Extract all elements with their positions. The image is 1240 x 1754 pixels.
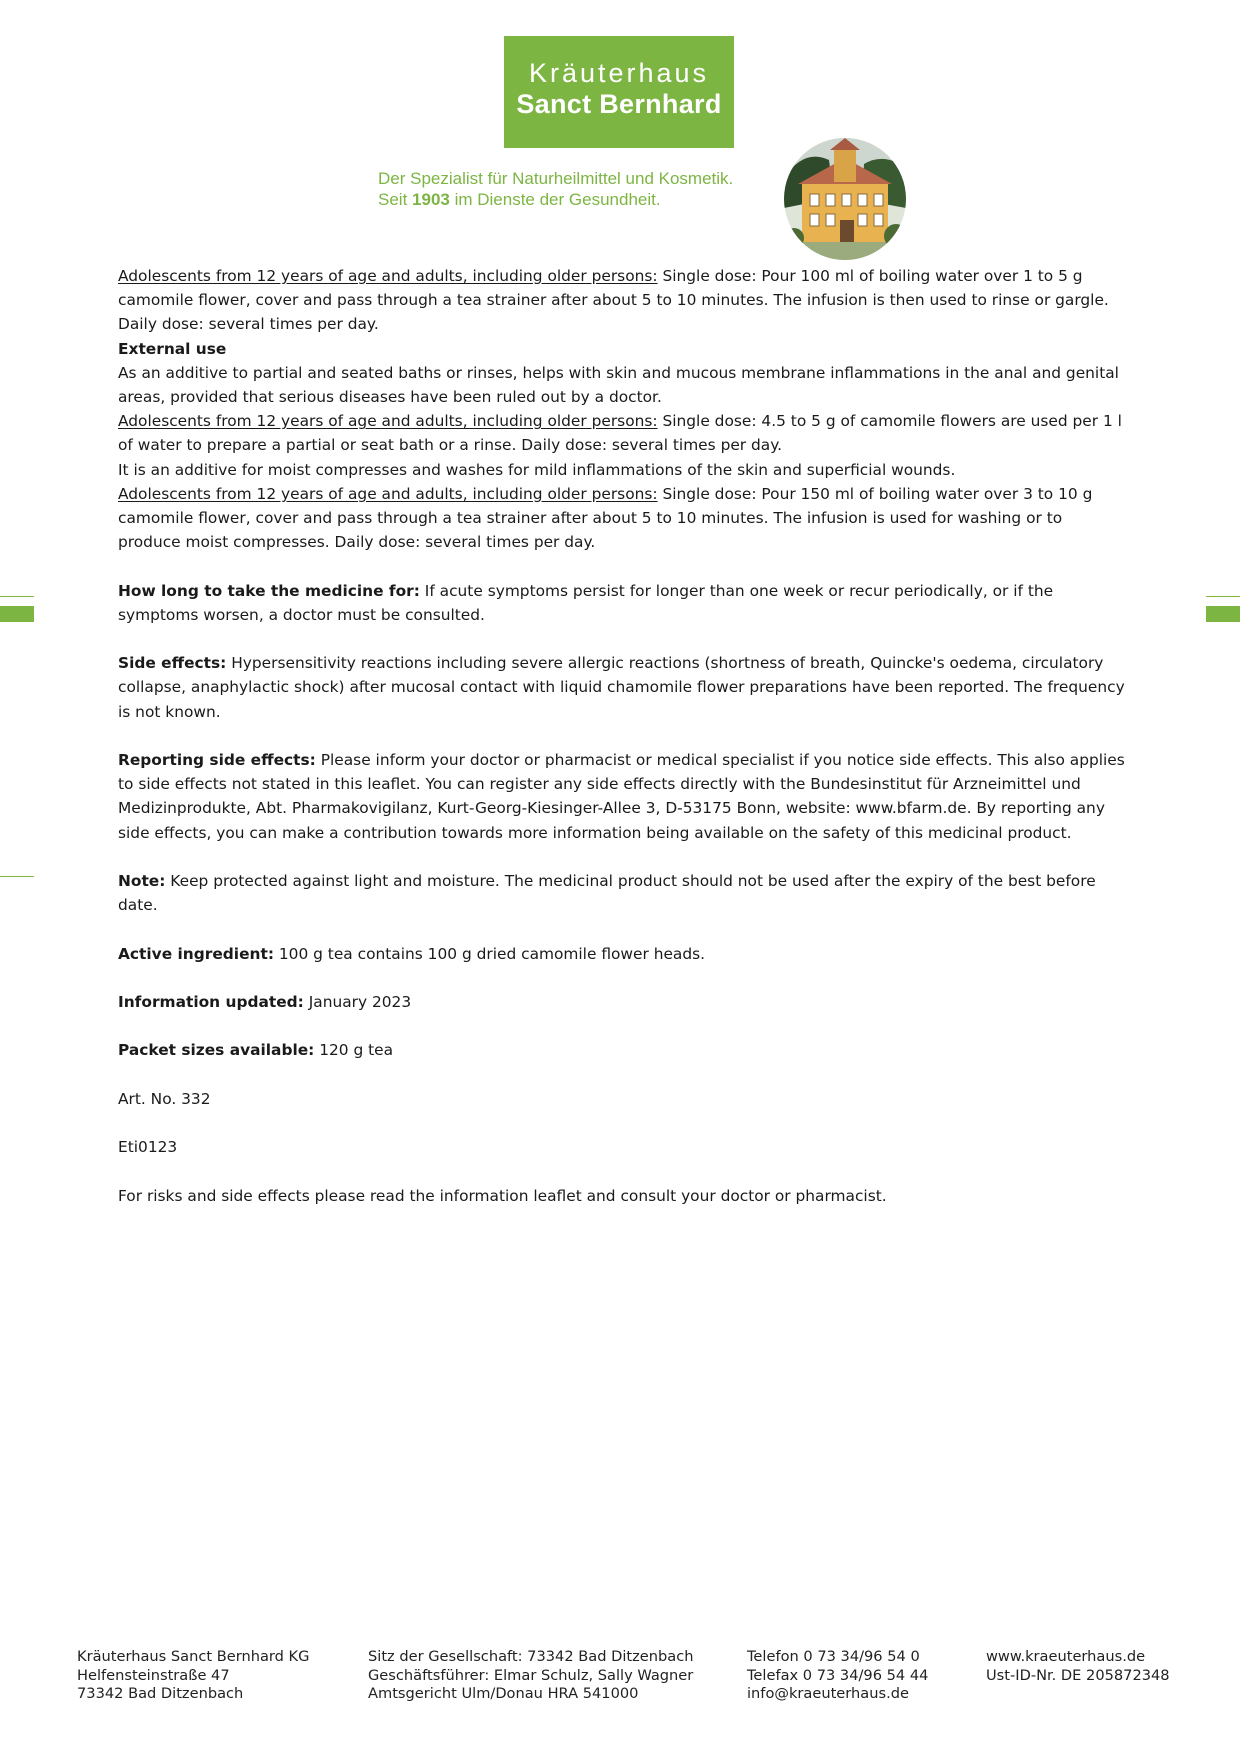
section-text: If acute symptoms persist for longer than one week or recur periodically, or if the symptoms worsen, a doctor must be consulted.: [118, 581, 1054, 624]
dosage-text: Single dose: Pour 100 ml of boiling water over 1 to 5 g camomile flower, cover and pass through a tea strainer after about 5 to 10 minutes. The infusion is then used to rinse or gargle. Daily dose: several times per day.: [118, 267, 1109, 334]
footer-email: info@kraeuterhaus.de: [747, 1685, 909, 1703]
footer-company-column: [77, 1648, 309, 1704]
footer-vat-id: Ust-ID-Nr. DE 205872348: [986, 1666, 1170, 1684]
building-photo: [784, 138, 906, 260]
how-long-section: [118, 579, 1128, 627]
footer-web-column: [986, 1648, 1170, 1685]
footer-city: 73342 Bad Ditzenbach: [77, 1685, 244, 1703]
dosage-label: Adolescents from 12 years of age and adults, including older persons:: [118, 484, 658, 503]
building-illustration-icon: [784, 138, 906, 260]
section-text: January 2023: [303, 993, 412, 1011]
logo-line-1: Kräuterhaus: [528, 58, 710, 88]
tagline-suffix: im Dienste der Gesundheit.: [449, 190, 661, 209]
fold-mark-left-lower: [0, 876, 34, 877]
dosage-label: Adolescents from 12 years of age and adults, including older persons:: [118, 412, 658, 431]
brand-logo: [504, 36, 734, 148]
side-effects-section: [118, 651, 1128, 724]
section-label: Note:: [118, 872, 166, 891]
fold-mark-left: [0, 596, 34, 597]
dosage-gargle: [118, 264, 1128, 337]
tagline: [378, 168, 733, 210]
information-updated-section: [118, 990, 1128, 1014]
tagline-line-1: Der Spezialist für Naturheilmittel und Kosmetik.: [378, 169, 734, 188]
section-label: Reporting side effects:: [118, 751, 316, 770]
footer-registered-office: Sitz der Gesellschaft: 73342 Bad Ditzenbach: [368, 1648, 694, 1665]
section-text: Please inform your doctor or pharmacist or medical specialist if you notice side effects. This also applies to side effects not stated in this leaflet. You can register any side effects directly with the Bundesinstitut für Arzneimittel und Medizinprodukte, Abt. Pharmakovigilanz, Kurt-Georg-Kiesinger-Allee 3, D-53175 Bonn, website: www.bfarm.de. By reporting any side effects, you can make a contribution towards more information being available on the safety of this medicinal product.: [118, 751, 1125, 842]
logo-line-2: Sanct Bernhard: [516, 89, 722, 119]
footer-managing-directors: Geschäftsführer: Elmar Schulz, Sally Wagner: [368, 1666, 694, 1684]
tagline-prefix: Seit: [378, 190, 413, 209]
section-label: How long to take the medicine for:: [118, 581, 420, 600]
external-use-text: As an additive to partial and seated baths or rinses, helps with skin and mucous membrane inflammations in the anal and genital areas, provided that serious diseases have been ruled out by a doctor.: [118, 363, 1119, 407]
section-text: 120 g tea: [314, 1041, 394, 1060]
section-text: Keep protected against light and moisture. The medicinal product should not be used after the expiry of the best before date.: [118, 872, 1096, 915]
dosage-text: Single dose: Pour 150 ml of boiling water over 3 to 10 g camomile flower, cover and pass through a tea strainer after about 5 to 10 minutes. The infusion is used for washing or to produce moist compresses. Daily dose: several times per day.: [118, 484, 1093, 552]
section-label: Information updated:: [118, 993, 304, 1011]
fold-mark-right-block: [1206, 606, 1240, 622]
tagline-line-2: [378, 189, 733, 210]
dosage-compress: [118, 482, 1128, 555]
section-text: Hypersensitivity reactions including severe allergic reactions (shortness of breath, Quincke's oedema, circulatory collapse, anaphylactic shock) after mucosal contact with liquid chamomile flower preparations have been reported. The frequency is not known.: [118, 654, 1125, 721]
section-label: Active ingredient:: [118, 944, 274, 963]
footer-company-name: Kräuterhaus Sanct Bernhard KG: [77, 1648, 310, 1665]
section-label: Packet sizes available:: [118, 1041, 315, 1060]
fold-mark-right: [1206, 596, 1240, 597]
dosage-bath: [118, 409, 1128, 457]
section-text: 100 g tea contains 100 g dried camomile flower heads.: [273, 944, 706, 963]
dosage-text: Single dose: 4.5 to 5 g of camomile flowers are used per 1 l of water to prepare a partial or seat bath or a rinse. Daily dose: several times per day.: [118, 412, 1122, 455]
footer-street: Helfensteinstraße 47: [77, 1666, 230, 1684]
footer-court-registration: Amtsgericht Ulm/Donau HRA 541000: [368, 1685, 639, 1703]
footer-fax: Telefax 0 73 34/96 54 44: [747, 1666, 929, 1684]
compress-text: It is an additive for moist compresses and washes for mild inflammations of the skin and superficial wounds.: [118, 460, 956, 479]
fold-mark-left-block: [0, 606, 34, 622]
footer-phone: Telefon 0 73 34/96 54 0: [747, 1648, 920, 1665]
active-ingredient-section: [118, 942, 1128, 966]
label-code: Eti0123: [118, 1138, 178, 1157]
external-use-heading: External use: [118, 339, 227, 358]
footer-legal-column: [368, 1648, 693, 1704]
note-section: [118, 869, 1128, 917]
packet-sizes-section: [118, 1038, 1128, 1062]
risks-notice: For risks and side effects please read the information leaflet and consult your doctor or pharmacist.: [118, 1186, 887, 1205]
section-label: Side effects:: [118, 654, 227, 673]
leaflet-content: [118, 264, 1128, 1208]
dosage-label: Adolescents from 12 years of age and adults, including older persons:: [118, 267, 658, 285]
reporting-section: [118, 748, 1128, 845]
footer-contact-column: [747, 1648, 928, 1704]
tagline-year: 1903: [412, 190, 450, 209]
article-number: Art. No. 332: [118, 1089, 211, 1108]
footer-website: www.kraeuterhaus.de: [986, 1648, 1146, 1665]
